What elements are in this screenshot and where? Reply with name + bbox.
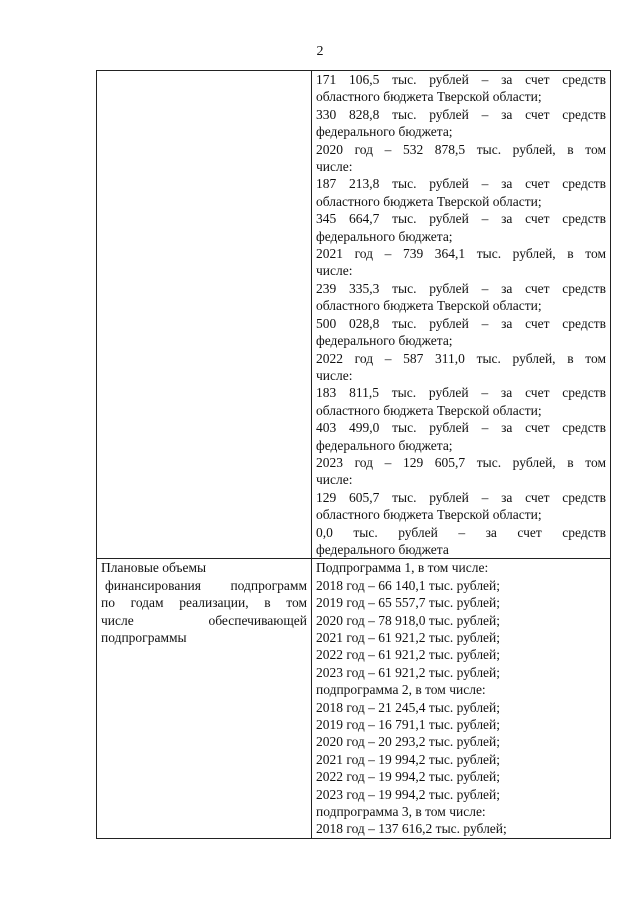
- text-line: числе:: [316, 367, 353, 383]
- text-line: 2020 год – 78 918,0 тыс. рублей;: [316, 612, 501, 628]
- table-row-planned-volumes: [97, 559, 611, 839]
- table-cell-empty: [97, 71, 312, 559]
- text-line: 2020 год – 20 293,2 тыс. рублей;: [316, 734, 501, 750]
- table-cell-planned-volumes-label: [97, 559, 312, 839]
- table-cell-budget-breakdown: [312, 71, 611, 559]
- text-line: числе обеспечивающей: [101, 612, 307, 628]
- text-line: 2022 год – 587 311,0 тыс. рублей, в том: [316, 350, 606, 366]
- text-line: 2021 год – 739 364,1 тыс. рублей, в том: [316, 246, 606, 262]
- text-line: по годам реализации, в том: [101, 595, 307, 611]
- table-cell-subprogram-financing: [312, 559, 611, 839]
- text-line: 2018 год – 66 140,1 тыс. рублей;: [316, 577, 501, 593]
- text-line: 2020 год – 532 878,5 тыс. рублей, в том: [316, 141, 606, 157]
- text-line: областного бюджета Тверской области;: [316, 193, 542, 209]
- text-line: 2023 год – 129 605,7 тыс. рублей, в том: [316, 454, 606, 470]
- text-line: числе:: [316, 159, 353, 175]
- financing-table: [96, 70, 611, 839]
- text-line: 2018 год – 137 616,2 тыс. рублей;: [316, 821, 507, 837]
- text-line: 183 811,5 тыс. рублей – за счет средств: [316, 385, 606, 401]
- text-line: 129 605,7 тыс. рублей – за счет средств: [316, 489, 606, 505]
- page-number: 2: [316, 44, 324, 59]
- text-line: числе:: [316, 263, 353, 279]
- text-line: 0,0 тыс. рублей – за счет средств: [316, 524, 606, 540]
- text-line: Подпрограмма 1, в том числе:: [316, 560, 489, 576]
- text-line: Плановые объемы: [101, 560, 207, 576]
- text-line: областного бюджета Тверской области;: [316, 298, 542, 314]
- text-line: федерального бюджета: [316, 541, 449, 557]
- text-line: 2022 год – 61 921,2 тыс. рублей;: [316, 647, 501, 663]
- text-line: федерального бюджета;: [316, 124, 453, 140]
- text-line: 2021 год – 19 994,2 тыс. рублей;: [316, 751, 501, 767]
- text-line: 2022 год – 19 994,2 тыс. рублей;: [316, 769, 501, 785]
- text-line: 2019 год – 16 791,1 тыс. рублей;: [316, 717, 501, 733]
- text-line: 2018 год – 21 245,4 тыс. рублей;: [316, 699, 501, 715]
- text-line: 2023 год – 19 994,2 тыс. рублей;: [316, 786, 501, 802]
- text-line: 239 335,3 тыс. рублей – за счет средств: [316, 280, 606, 296]
- text-line: 187 213,8 тыс. рублей – за счет средств: [316, 176, 606, 192]
- text-line: подпрограммы: [101, 630, 187, 645]
- text-line: 2019 год – 65 557,7 тыс. рублей;: [316, 595, 501, 611]
- text-line: областного бюджета Тверской области;: [316, 402, 542, 418]
- text-line: областного бюджета Тверской области;: [316, 89, 542, 105]
- text-line: 330 828,8 тыс. рублей – за счет средств: [316, 106, 606, 122]
- text-line: 500 028,8 тыс. рублей – за счет средств: [316, 315, 606, 331]
- text-line: федерального бюджета;: [316, 228, 453, 244]
- text-line: 345 664,7 тыс. рублей – за счет средств: [316, 211, 606, 227]
- text-line: 2021 год – 61 921,2 тыс. рублей;: [316, 630, 501, 645]
- table-row-budget-sources: [97, 71, 611, 559]
- text-line: областного бюджета Тверской области;: [316, 507, 542, 523]
- text-line: числе:: [316, 472, 353, 488]
- text-line: 2023 год – 61 921,2 тыс. рублей;: [316, 664, 501, 680]
- text-line: федерального бюджета;: [316, 437, 453, 453]
- text-line: федерального бюджета;: [316, 333, 453, 349]
- text-line: 403 499,0 тыс. рублей – за счет средств: [316, 420, 606, 436]
- text-line: подпрограмма 2, в том числе:: [316, 682, 486, 698]
- text-line: 171 106,5 тыс. рублей – за счет средств: [316, 72, 606, 87]
- text-line: подпрограмма 3, в том числе:: [316, 804, 486, 820]
- text-line: финансирования подпрограмм: [105, 577, 307, 593]
